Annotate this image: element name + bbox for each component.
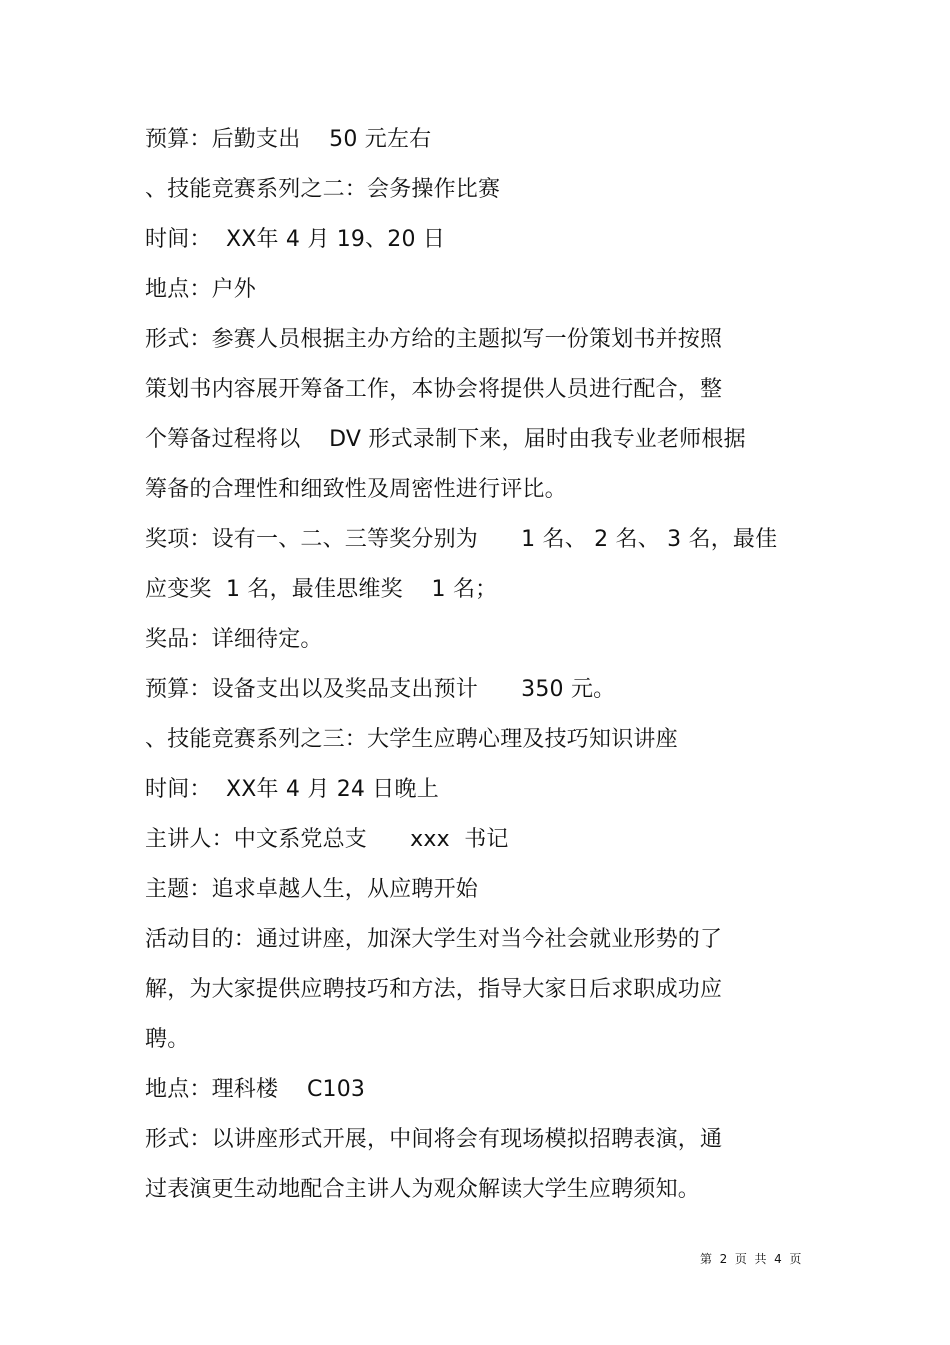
text-line: 时间： XX年 4 月 24 日晚上 [145,777,439,802]
text-line: 奖项：设有一、二、三等奖分别为 1 名、 2 名、 3 名，最佳 [145,527,778,552]
text-line: 筹备的合理性和细致性及周密性进行评比。 [145,477,567,502]
text-line: 应变奖 1 名，最佳思维奖 1 名； [145,577,498,602]
page-number-footer: 第 2 页 共 4 页 [700,1252,802,1266]
section-heading: 、技能竞赛系列之三：大学生应聘心理及技巧知识讲座 [145,727,678,752]
text-line: 聘。 [145,1027,190,1052]
text-line: 地点：户外 [145,277,257,302]
text-line: 奖品：详细待定。 [145,627,323,652]
text-line: 主题：追求卓越人生，从应聘开始 [145,877,479,902]
text-line: 形式：以讲座形式开展，中间将会有现场模拟招聘表演，通 [145,1127,723,1152]
text-line: 时间： XX年 4 月 19、20 日 [145,227,446,252]
text-line: 活动目的：通过讲座，加深大学生对当今社会就业形势的了 [145,927,723,952]
section-heading: 、技能竞赛系列之二：会务操作比赛 [145,177,501,202]
text-line: 形式：参赛人员根据主办方给的主题拟写一份策划书并按照 [145,327,723,352]
text-line: 解，为大家提供应聘技巧和方法，指导大家日后求职成功应 [145,977,723,1002]
text-line: 地点：理科楼 C103 [145,1077,366,1102]
text-line: 预算：设备支出以及奖品支出预计 350 元。 [145,677,616,702]
text-line: 主讲人：中文系党总支 xxx 书记 [145,827,509,852]
text-line: 预算：后勤支出 50 元左右 [145,127,432,152]
text-line: 过表演更生动地配合主讲人为观众解读大学生应聘须知。 [145,1177,701,1202]
text-line: 个筹备过程将以 DV 形式录制下来，届时由我专业老师根据 [145,427,746,452]
text-line: 策划书内容展开筹备工作，本协会将提供人员进行配合，整 [145,377,723,402]
